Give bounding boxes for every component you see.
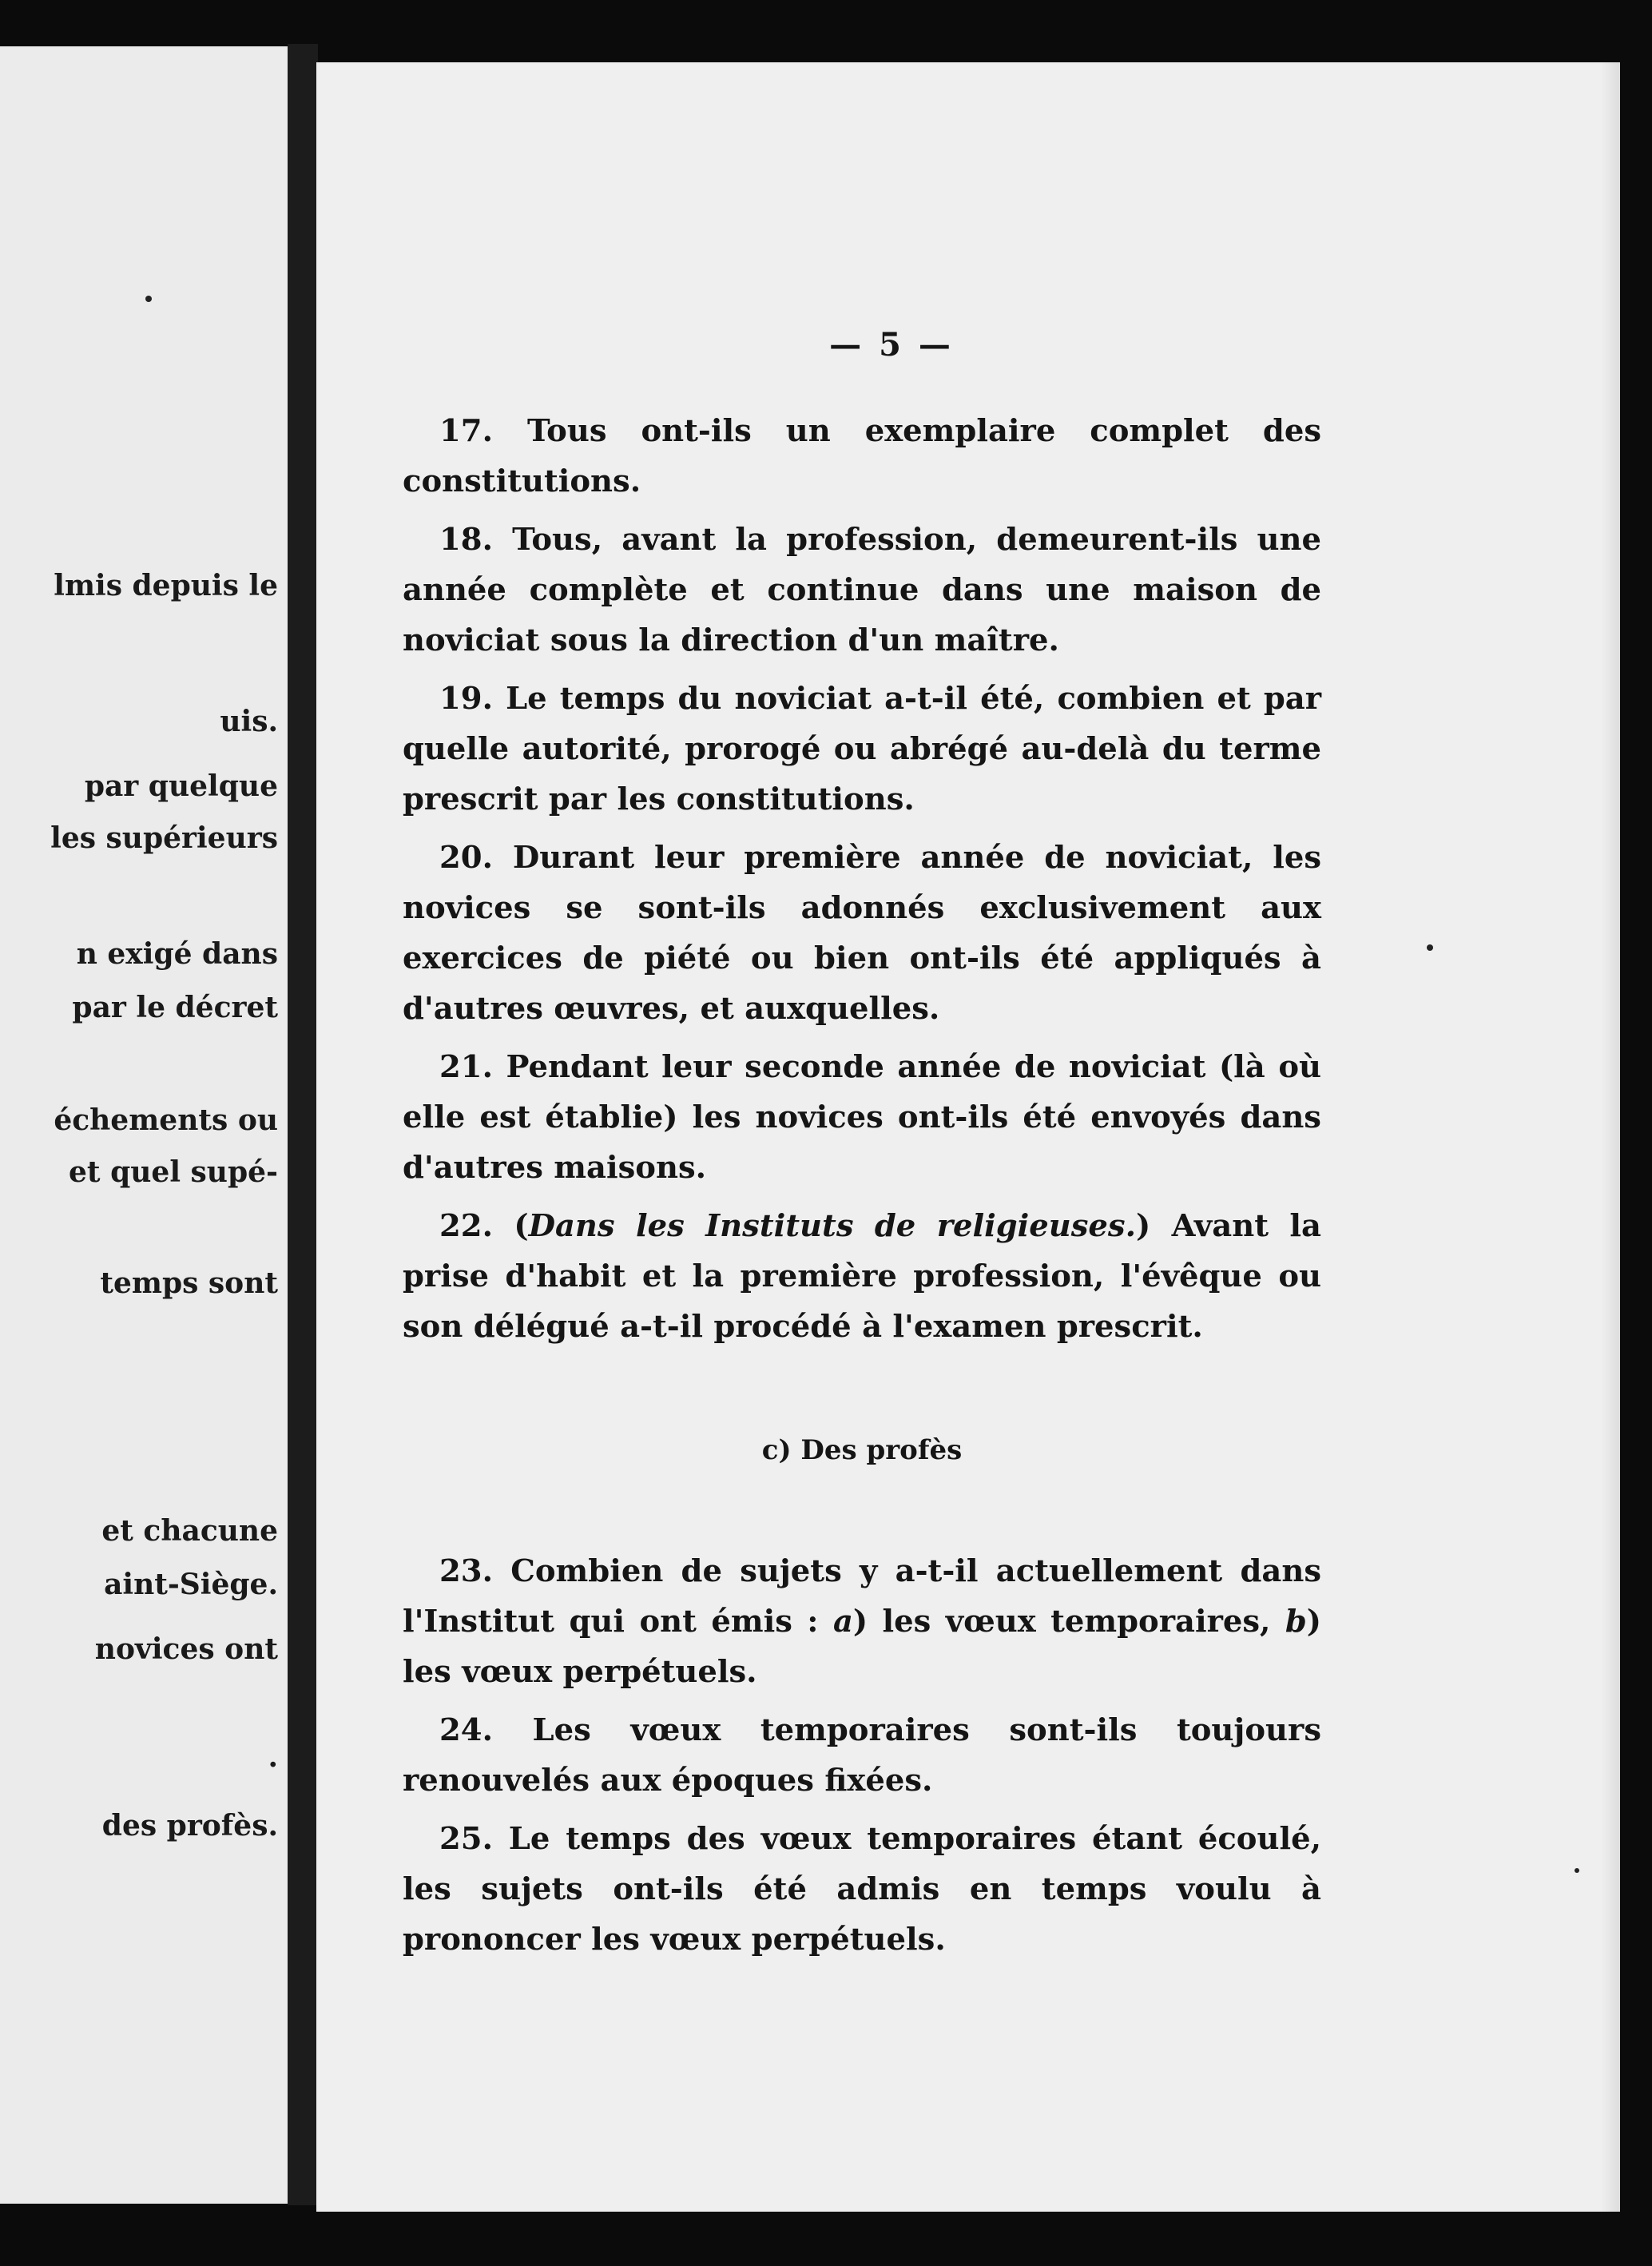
paragraph-23-letter-a: a <box>832 1604 853 1640</box>
body-text <box>403 406 1321 1965</box>
section-heading: c) Des profès <box>761 1434 963 1466</box>
paragraph-17: 17. Tous ont-ils un exemplaire complet des constitutions. <box>403 413 1321 499</box>
left-page-line: novices ont <box>94 1632 278 1666</box>
page-number: — 5 — <box>829 326 954 364</box>
paragraph-22 <box>403 1201 1321 1352</box>
left-page-line: et quel supé- <box>69 1155 278 1189</box>
speck <box>1427 944 1433 951</box>
speck <box>145 296 152 302</box>
left-page-line: par quelque <box>84 769 278 803</box>
speck <box>1575 1868 1579 1873</box>
paragraph-22-rest: ) Avant la prise d'habit et la première profession, l'évêque ou son délégué a-t-il procédé à l'examen prescrit. <box>403 1208 1321 1345</box>
paragraph-21: 21. Pendant leur seconde année de noviciat (là où elle est établie) les novices ont-ils été envoyés dans d'autres maisons. <box>403 1049 1321 1186</box>
paragraph-20: 20. Durant leur première année de noviciat, les novices se sont-ils adonnés exclusivement aux exercices de piété ou bien ont-ils été appliqués à d'autres œuvres, et auxquelles. <box>403 840 1321 1027</box>
left-page-line: uis. <box>220 705 278 738</box>
paragraph-23-c: ) les vœux perpétuels. <box>403 1604 1321 1690</box>
left-page-line: temps sont <box>100 1266 278 1300</box>
paragraph-23 <box>403 1546 1321 1697</box>
paragraph-23-letter-b: b <box>1285 1604 1307 1640</box>
page-edge-shadow <box>1601 62 1620 2212</box>
left-page-line: lmis depuis le <box>54 569 278 602</box>
paragraph-22-prefix: 22. ( <box>439 1208 529 1244</box>
left-page-line: échements ou <box>54 1103 278 1137</box>
paragraph-24: 24. Les vœux temporaires sont-ils toujours renouvelés aux époques fixées. <box>403 1712 1321 1799</box>
left-page-line: n exigé dans <box>76 937 278 971</box>
left-page-line: . <box>268 1740 278 1774</box>
left-facing-page <box>0 46 304 2204</box>
left-page-line: des profès. <box>101 1809 278 1843</box>
page-binding-gutter <box>288 44 318 2205</box>
paragraph-25: 25. Le temps des vœux temporaires étant écoulé, les sujets ont-ils été admis en temps voulu à prononcer les vœux perpétuels. <box>403 1821 1321 1958</box>
left-page-line: par le décret <box>72 991 278 1024</box>
paragraph-23-b: ) les vœux temporaires, <box>852 1604 1285 1640</box>
scan-bottom-border <box>0 2213 1652 2266</box>
document-page <box>316 62 1620 2212</box>
paragraph-22-italic: Dans les Instituts de religieuses. <box>528 1208 1137 1244</box>
paragraph-23-a: 23. Combien de sujets y a-t-il actuellement dans l'Institut qui ont émis : <box>403 1553 1321 1640</box>
paragraph-18: 18. Tous, avant la profession, demeurent-ils une année complète et continue dans une maison de noviciat sous la direction d'un maître. <box>403 522 1321 658</box>
left-page-line: aint-Siège. <box>104 1568 278 1601</box>
paragraph-19: 19. Le temps du noviciat a-t-il été, combien et par quelle autorité, prorogé ou abrégé au-delà du terme prescrit par les constitutions. <box>403 681 1321 817</box>
left-page-line: et chacune <box>101 1514 278 1548</box>
left-page-line: les supérieurs <box>50 821 278 855</box>
